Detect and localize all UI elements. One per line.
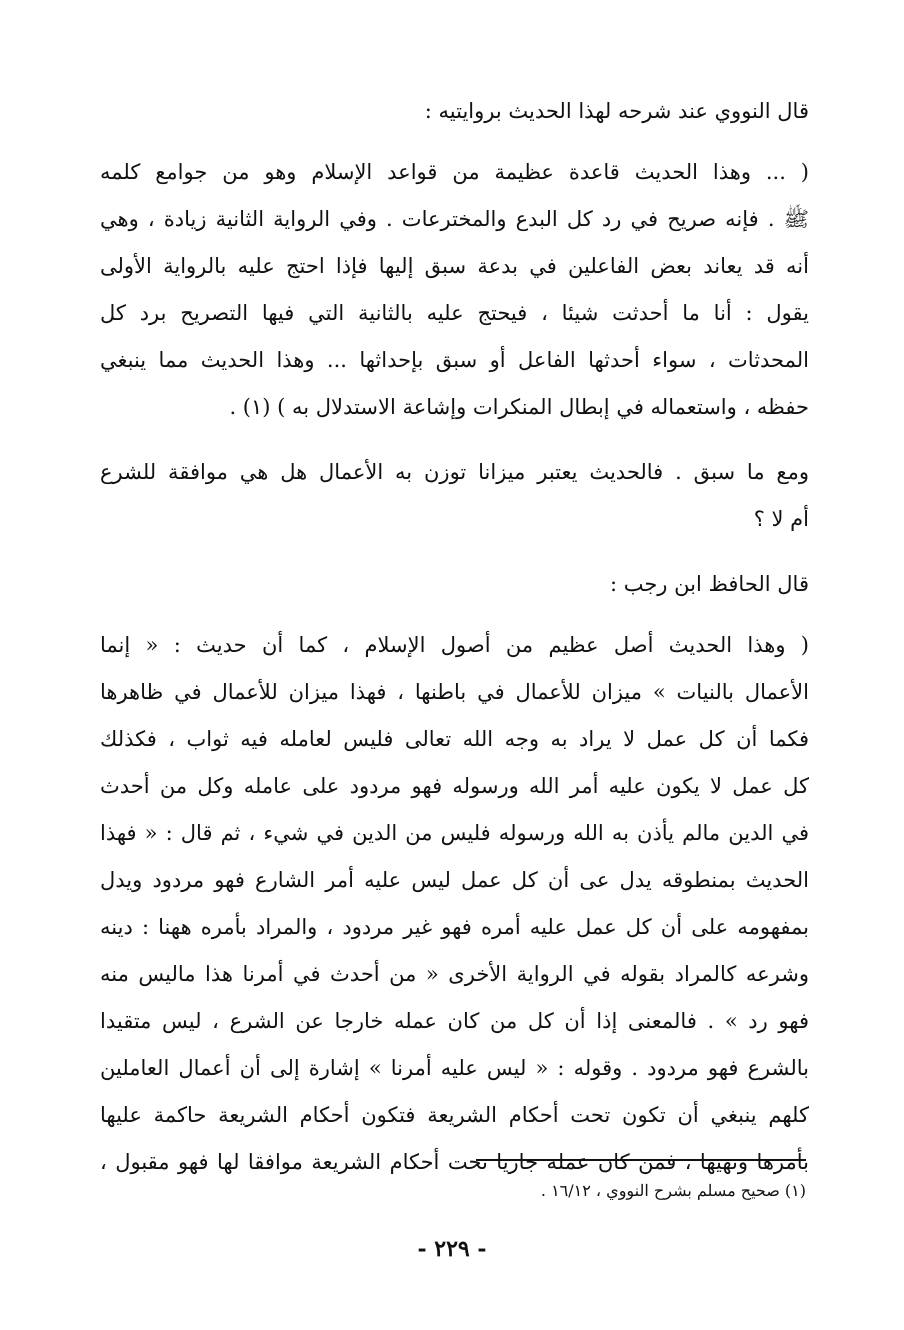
ibn-rajab-line-10: بالشرع فهو مردود . وقوله : « ليس عليه أمرنا » إشارة إلى أن أعمال العاملين xyxy=(100,1056,809,1080)
nawawi-quote-line-1: ( ... وهذا الحديث قاعدة عظيمة من قواعد الإسلام وهو من جوامع كلمه xyxy=(100,160,809,184)
ibn-rajab-line-5: في الدين مالم يأذن به الله ورسوله فليس من الدين في شيء ، ثم قال : « فهذا xyxy=(100,821,809,845)
footnote: (١) صحيح مسلم بشرح النووي ، ١٦/١٢ . xyxy=(540,1181,806,1200)
ibn-rajab-line-9: فهو رد » . فالمعنى إذا أن كل من كان عمله خارجا عن الشرع ، ليس متقيدا xyxy=(100,1009,809,1033)
ibn-rajab-line-12: بأمرها ونهيها ، فمن كان عمله جاريا تحت أحكام الشريعة موافقا لها فهو مقبول ، xyxy=(100,1150,809,1174)
ibn-rajab-line-1: ( وهذا الحديث أصل عظيم من أصول الإسلام ، كما أن حديث : « إنما xyxy=(100,633,809,657)
ibn-rajab-line-11: كلهم ينبغي أن تكون تحت أحكام الشريعة فتكون أحكام الشريعة حاكمة عليها xyxy=(100,1103,809,1127)
nawawi-quote-line-2: ﷺ . فإنه صريح في رد كل البدع والمخترعات . وفي الرواية الثانية زيادة ، وهي xyxy=(100,207,809,231)
ibn-rajab-line-8: وشرعه كالمراد بقوله في الرواية الأخرى « من أحدث في أمرنا هذا ماليس منه xyxy=(100,962,809,986)
nawawi-quote-line-3: أنه قد يعاند بعض الفاعلين في بدعة سبق إليها فإذا احتج عليه بالرواية الأولى xyxy=(100,254,809,278)
ibn-rajab-heading: قال الحافظ ابن رجب : xyxy=(609,572,809,596)
ibn-rajab-quote xyxy=(100,622,809,1186)
ibn-rajab-line-6: الحديث بمنطوقه يدل عى أن كل عمل ليس عليه أمر الشارع فهو مردود ويدل xyxy=(100,868,809,892)
page-number: - ٢٢٩ - xyxy=(417,1236,487,1262)
ibn-rajab-line-4: كل عمل لا يكون عليه أمر الله ورسوله فهو مردود على عامله وكل من أحدث xyxy=(100,774,809,798)
nawawi-quote-line-6: حفظه ، واستعماله في إبطال المنكرات وإشاعة الاستدلال به ) (١) . xyxy=(229,395,809,419)
ibn-rajab-line-3: فكما أن كل عمل لا يراد به وجه الله تعالى فليس لعامله فيه ثواب ، فكذلك xyxy=(100,727,809,751)
conclusion-line-2: أم لا ؟ xyxy=(753,507,809,531)
conclusion-paragraph xyxy=(100,449,809,543)
nawawi-quote-line-4: يقول : أنا ما أحدثت شيئا ، فيحتج عليه بالثانية التي فيها التصريح برد كل xyxy=(100,301,809,325)
nawawi-quote xyxy=(100,149,809,431)
nawawi-quote-line-5: المحدثات ، سواء أحدثها الفاعل أو سبق بإحداثها ... وهذا الحديث مما ينبغي xyxy=(100,348,809,372)
ibn-rajab-line-7: بمفهومه على أن كل عمل عليه أمره فهو غير مردود ، والمراد بأمره ههنا : دينه xyxy=(100,915,809,939)
intro-line: قال النووي عند شرحه لهذا الحديث بروايتيه : xyxy=(424,99,809,123)
conclusion-line-1: ومع ما سبق . فالحديث يعتبر ميزانا توزن به الأعمال هل هي موافقة للشرع xyxy=(100,460,809,484)
footnote-divider xyxy=(476,1159,806,1161)
page-body xyxy=(100,88,809,1204)
ibn-rajab-line-2: الأعمال بالنيات » ميزان للأعمال في باطنها ، فهذا ميزان للأعمال في ظاهرها xyxy=(100,680,809,704)
